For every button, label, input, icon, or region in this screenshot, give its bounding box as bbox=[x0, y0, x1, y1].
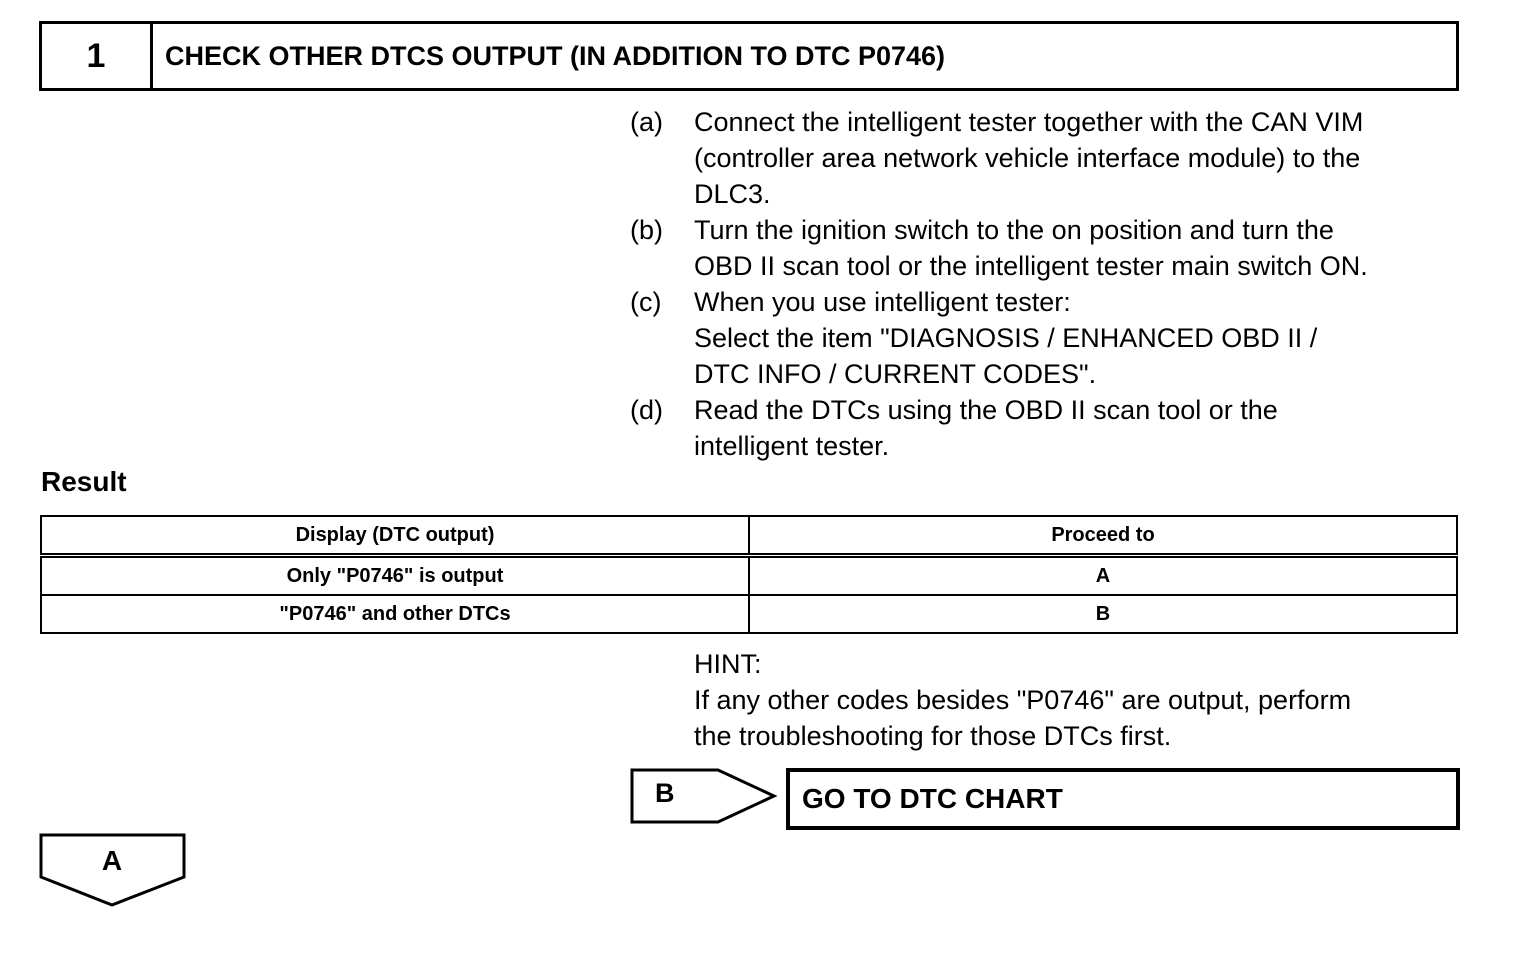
step-title: CHECK OTHER DTCS OUTPUT (IN ADDITION TO DTC P0746) bbox=[165, 40, 946, 71]
procedure-line: Read the DTCs using the OBD II scan tool or the bbox=[694, 395, 1278, 425]
table-row bbox=[41, 595, 1457, 633]
procedure-item-c bbox=[630, 284, 1470, 392]
table-header-row bbox=[41, 516, 1457, 556]
procedure-line: OBD II scan tool or the intelligent tester main switch ON. bbox=[694, 251, 1368, 281]
result-heading: Result bbox=[41, 466, 127, 497]
hint-line: If any other codes besides "P0746" are output, perform bbox=[694, 685, 1352, 715]
procedure-line: DLC3. bbox=[694, 179, 771, 209]
table-row bbox=[41, 556, 1457, 596]
procedure-line: Connect the intelligent tester together with the CAN VIM bbox=[694, 107, 1364, 137]
branch-a-label: A bbox=[101, 845, 123, 876]
branch-b-label: B bbox=[655, 778, 675, 808]
step-number: 1 bbox=[42, 24, 153, 88]
procedure-list bbox=[630, 104, 1470, 464]
procedure-line: When you use intelligent tester: bbox=[694, 287, 1071, 317]
procedure-letter: (d) bbox=[630, 395, 663, 425]
column-header-proceed: Proceed to bbox=[749, 516, 1457, 556]
column-header-display: Display (DTC output) bbox=[41, 516, 749, 556]
procedure-line: intelligent tester. bbox=[694, 431, 890, 461]
procedure-text bbox=[694, 392, 1470, 464]
go-to-dtc-chart-box: GO TO DTC CHART bbox=[786, 768, 1460, 830]
procedure-letter: (c) bbox=[630, 287, 662, 317]
procedure-text bbox=[694, 284, 1470, 392]
procedure-letter: (b) bbox=[630, 215, 663, 245]
procedure-line: (controller area network vehicle interface module) to the bbox=[694, 143, 1361, 173]
procedure-letter: (a) bbox=[630, 107, 663, 137]
procedure-line: Select the item "DIAGNOSIS / ENHANCED OBD II / bbox=[694, 323, 1318, 353]
result-table bbox=[40, 515, 1458, 634]
table-cell: A bbox=[749, 556, 1457, 596]
procedure-item-d bbox=[630, 392, 1470, 464]
procedure-line: DTC INFO / CURRENT CODES". bbox=[694, 359, 1097, 389]
procedure-item-a bbox=[630, 104, 1470, 212]
procedure-text bbox=[694, 212, 1470, 284]
table-cell: "P0746" and other DTCs bbox=[41, 595, 749, 633]
table-cell: B bbox=[749, 595, 1457, 633]
hint-label: HINT: bbox=[694, 649, 762, 679]
branch-b-arrow-icon bbox=[630, 768, 780, 826]
procedure-line: Turn the ignition switch to the on position and turn the bbox=[694, 215, 1334, 245]
hint-line: the troubleshooting for those DTCs first. bbox=[694, 721, 1172, 751]
procedure-item-b bbox=[630, 212, 1470, 284]
hint-block bbox=[694, 646, 1474, 754]
table-cell: Only "P0746" is output bbox=[41, 556, 749, 596]
step-header bbox=[39, 21, 1459, 91]
procedure-text bbox=[694, 104, 1470, 212]
